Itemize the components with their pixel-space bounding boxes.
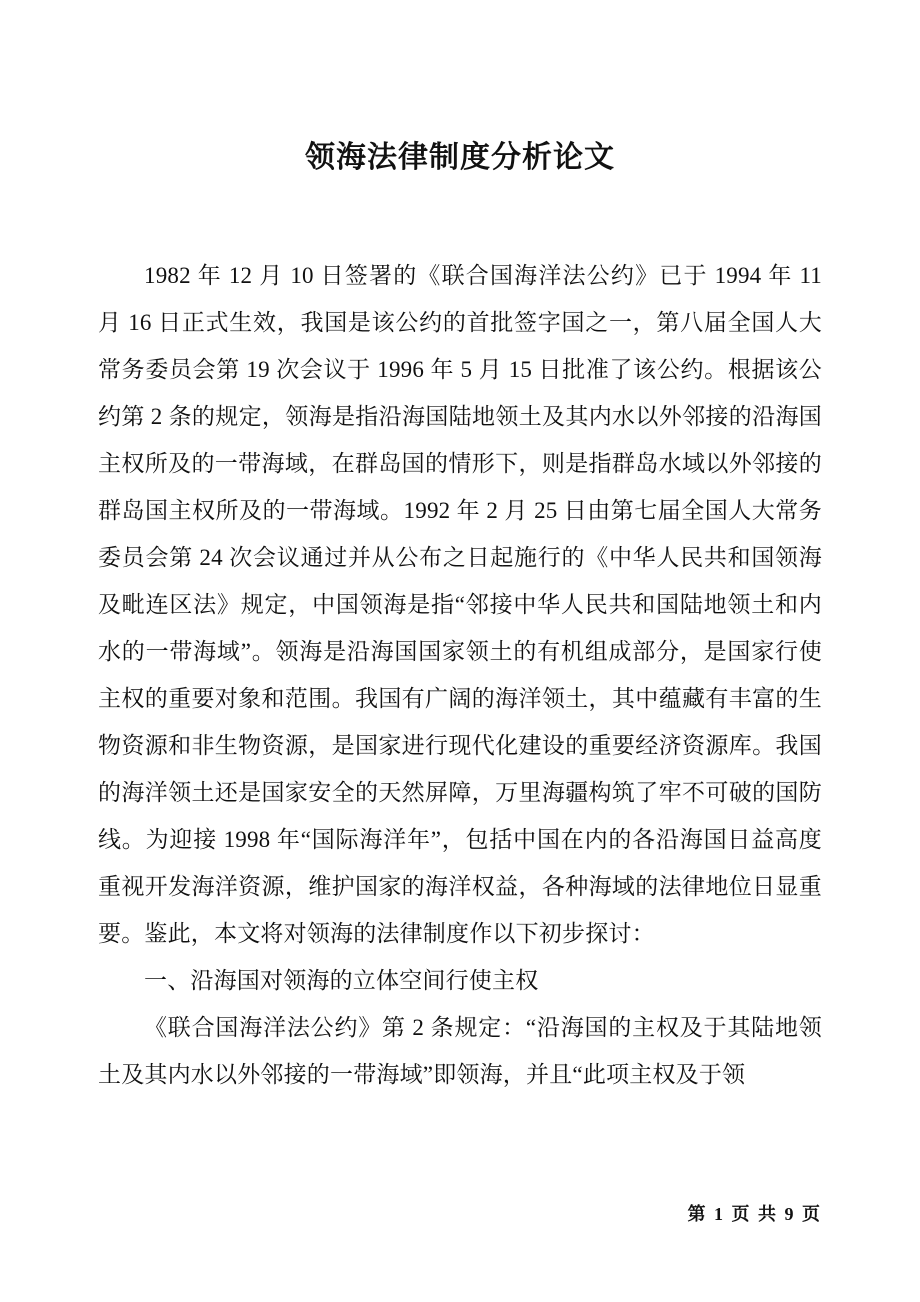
page-footer: 第 1 页 共 9 页 xyxy=(687,1204,822,1224)
paragraph: 1982 年 12 月 10 日签署的《联合国海洋法公约》已于 1994 年 11 月 16 日正式生效，我国是该公约的首批签字国之一，第八届全国人大常务委员会第 19 次会议于 1996 年 5 月 15 日批准了该公约。根据该公约第 2 条的规定，领海是指沿海国陆地领土及其内水以外邻接的沿海国主权所及的一带海域，在群岛国的情形下，则是指群岛水域以外邻接的群岛国主权所及的一带海域。1992 年 2 月 25 日由第七届全国人大常务委员会第 24 次会议通过并从公布之日起施行的《中华人民共和国领海及毗连区法》规定，中国领海是指“邻接中华人民共和国陆地领土和内水的一带海域”。领海是沿海国国家领土的有机组成部分，是国家行使主权的重要对象和范围。我国有广阔的海洋领土，其中蕴藏有丰富的生物资源和非生物资源，是国家进行现代化建设的重要经济资源库。我国的海洋领土还是国家安全的天然屏障，万里海疆构筑了牢不可破的国防线。为迎接 1998 年“国际海洋年”，包括中国在内的各沿海国日益高度重视开发海洋资源，维护国家的海洋权益，各种海域的法律地位日显重要。鉴此，本文将对领海的法律制度作以下初步探讨： xyxy=(98,263,822,946)
document-body xyxy=(98,252,822,1098)
paragraph: 一、沿海国对领海的立体空间行使主权 xyxy=(144,968,539,993)
page-title: 领海法律制度分析论文 xyxy=(305,141,615,175)
paragraph: 《联合国海洋法公约》第 2 条规定：“沿海国的主权及于其陆地领土及其内水以外邻接的一带海域”即领海，并且“此项主权及于领 xyxy=(98,1015,822,1087)
